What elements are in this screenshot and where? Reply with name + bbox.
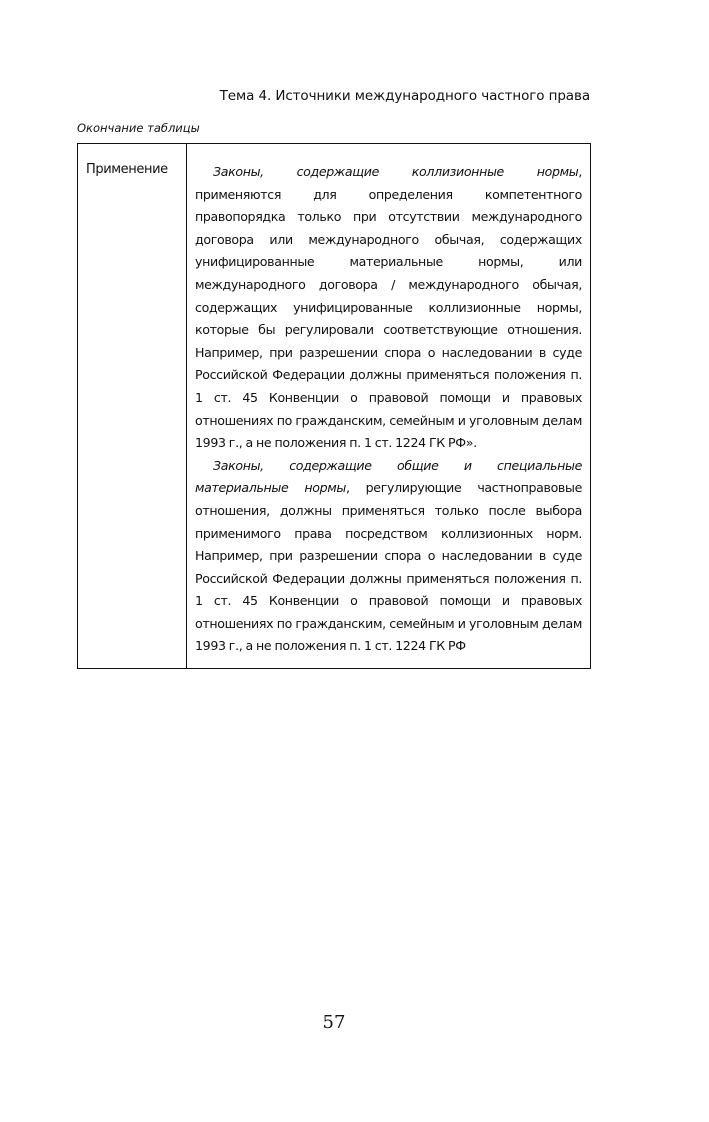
content-table: [77, 143, 591, 669]
table-caption: Окончание таблицы: [77, 121, 200, 135]
row-content-cell: [187, 144, 591, 669]
paragraph-material-norms-text: , регулирующие частноправовые отношения, должны применяться только после выбора применимого права посредством коллизионных норм. Например, при разрешении спора о наследовании в суде Российской Федерации должны применяться положения п. 1 ст. 45 Конвенции о правовой помощи и правовых отношениях по гражданским, семейным и уголовным делам 1993 г., а не положения п. 1 ст. 1224 ГК РФ: [195, 480, 582, 654]
paragraph-collision-norms-text: , применяются для определения компетентного правопорядка только при отсутствии международного договора или международного обычая, содержащих унифицированные материальные нормы, или международного договора / международного обычая, содержащих унифицированные коллизионные нормы, которые бы регулировали соответствующие отношения. Например, при разрешении спора о наследовании в суде Российской Федерации должны применяться положения п. 1 ст. 45 Конвенции о правовой помощи и правовых отношениях по гражданским, семейным и уголовным делам 1993 г., а не положения п. 1 ст. 1224 ГК РФ».: [195, 164, 582, 451]
page-number: 57: [322, 1012, 346, 1033]
paragraph-material-norms: [195, 455, 582, 658]
table-row: [78, 144, 591, 669]
row-label-cell: [78, 144, 187, 669]
paragraph-material-norms-italic: Законы, содержащие общие и специальные материальные нормы: [195, 457, 582, 496]
paragraph-collision-norms-italic: Законы, содержащие коллизионные нормы: [213, 164, 579, 179]
paragraph-collision-norms: [195, 161, 582, 455]
running-header: Тема 4. Источники международного частного права: [219, 88, 590, 104]
row-label: Применение: [86, 162, 168, 177]
